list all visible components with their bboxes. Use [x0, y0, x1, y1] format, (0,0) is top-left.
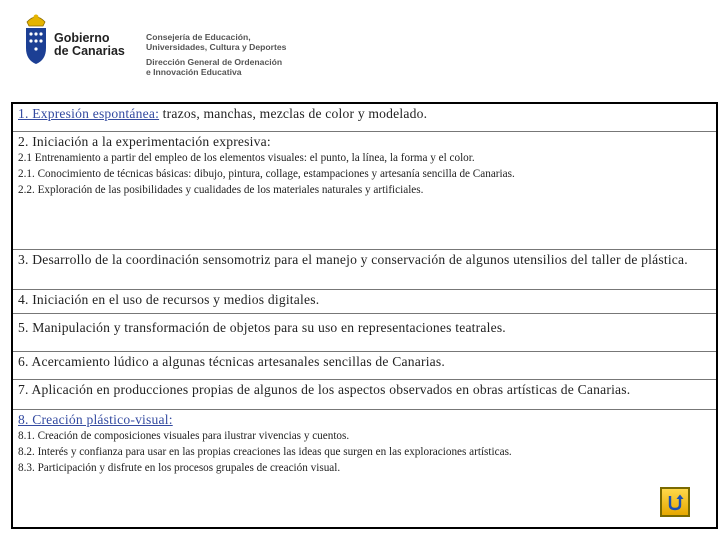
row-heading: 5. Manipulación y transformación de objetos para su uso en representaciones teatrales. [18, 320, 506, 335]
row-text: trazos, manchas, mezclas de color y modelado. [159, 106, 428, 121]
list-item: 2.1 Entrenamiento a partir del empleo de los elementos visuales: el punto, la línea, la forma y el color. [18, 152, 475, 164]
list-item: 2.2. Exploración de las posibilidades y cualidades de los materiales naturales y artificiales. [18, 184, 424, 196]
list-item: 2.1. Conocimiento de técnicas básicas: dibujo, pintura, collage, estampaciones y artesanía sencilla de Canarias. [18, 168, 515, 180]
list-item: 8.3. Participación y disfrute en los procesos grupales de creación visual. [18, 462, 341, 474]
row-heading: 4. Iniciación en el uso de recursos y medios digitales. [18, 292, 320, 307]
return-arrow-icon [665, 492, 685, 512]
list-item: 8.2. Interés y confianza para usar en las propias creaciones las ideas que surgen en las exploraciones artísticas. [18, 446, 512, 458]
row-heading: 7. Aplicación en producciones propias de algunos de los aspectos observados en obras artísticas de Canarias. [18, 382, 631, 397]
coat-of-arms-icon [22, 12, 50, 68]
row-heading: 6. Acercamiento lúdico a algunas técnicas artesanales sencillas de Canarias. [18, 354, 445, 369]
table-row [13, 410, 716, 527]
table-row [13, 290, 716, 314]
table-row [13, 104, 716, 132]
table-row [13, 314, 716, 352]
table-row [13, 250, 716, 290]
expresion-espontanea-link[interactable]: 1. Expresión espontánea: [18, 106, 160, 121]
row-heading: 3. Desarrollo de la coordinación sensomotriz para el manejo y conservación de algunos utensilios del taller de plástica. [18, 252, 688, 267]
table-row [13, 132, 716, 250]
table-row [13, 352, 716, 380]
table-row [13, 380, 716, 410]
list-item: 8.1. Creación de composiciones visuales para ilustrar vivencias y cuentos. [18, 430, 350, 442]
brand-name: Gobierno de Canarias [54, 31, 125, 58]
header [22, 12, 322, 92]
creacion-plastico-visual-link[interactable]: 8. Creación plástico-visual: [18, 412, 173, 427]
back-button[interactable] [660, 487, 690, 517]
row-heading: 2. Iniciación a la experimentación expresiva: [18, 134, 271, 149]
content-table [11, 102, 718, 529]
department-name: Consejería de Educación, Universidades, Cultura y Deportes Dirección General de Ordenación e Innovación Educativa [146, 32, 287, 78]
